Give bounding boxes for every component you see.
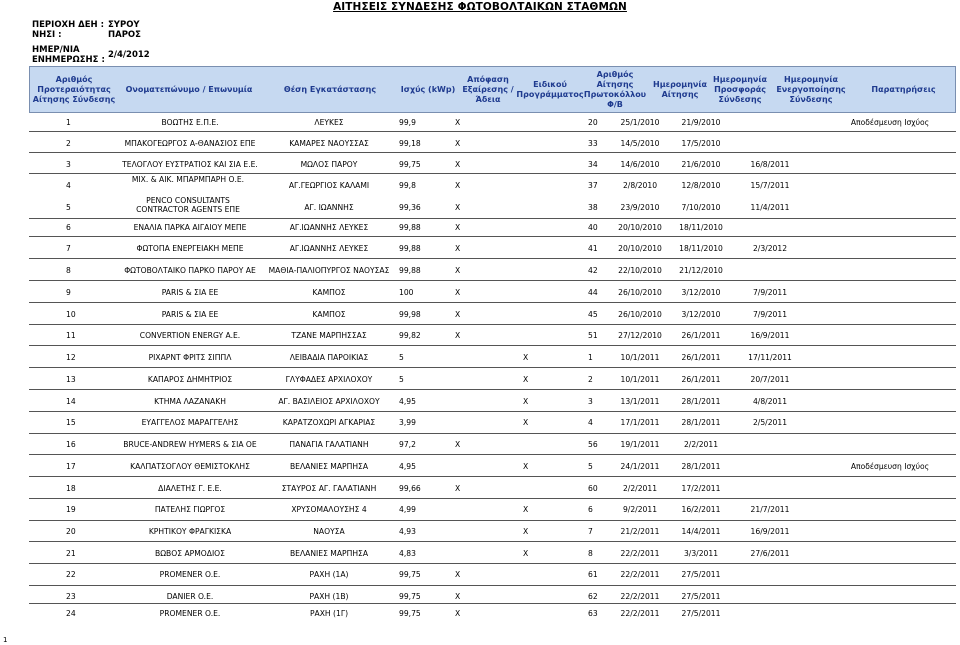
cell-power: 97,2: [399, 440, 416, 449]
cell-no: 18: [66, 484, 76, 493]
cell-app-date: 10/1/2011: [620, 353, 660, 362]
header-offer-date: Ημερομηνία Προσφοράς Σύνδεσης: [713, 74, 767, 104]
cell-act-date: 15/7/2011: [750, 181, 790, 190]
cell-site: ΣΤΑΥΡΟΣ ΑΓ. ΓΑΛΑΤΙΑΝΗ: [281, 484, 377, 493]
cell-power: 5: [399, 353, 404, 362]
table-header: [29, 66, 956, 113]
header-name: Ονοματεπώνυμο / Επωνυμία: [125, 84, 253, 94]
cell-site: ΒΕΛΑΝΙΕΣ ΜΑΡΠΗΣΑ: [289, 462, 369, 471]
cell-protocol: 3: [588, 397, 593, 406]
cell-offer-date: 28/1/2011: [681, 418, 721, 427]
cell-app-date: 10/1/2011: [620, 375, 660, 384]
cell-name: ΦΩΤΟΒΟΛΤΑΙΚΟ ΠΑΡΚΟ ΠΑΡΟΥ ΑΕ: [124, 266, 256, 275]
cell-power: 99,98: [399, 310, 421, 319]
cell-no: 9: [66, 288, 71, 297]
cell-protocol: 60: [588, 484, 598, 493]
cell-special: Χ: [523, 549, 529, 558]
cell-power: 4,83: [399, 549, 416, 558]
cell-notes: Αποδέσμευση Ισχύος: [850, 118, 930, 127]
cell-app-date: 23/9/2010: [620, 203, 660, 212]
cell-name: PROMENER O.E.: [159, 570, 221, 579]
cell-no: 22: [66, 570, 76, 579]
row-separator: [29, 302, 956, 303]
cell-app-date: 2/8/2010: [622, 181, 658, 190]
cell-power: 99,66: [399, 484, 421, 493]
cell-protocol: 6: [588, 505, 593, 514]
cell-no: 5: [66, 203, 71, 212]
cell-no: 13: [66, 375, 76, 384]
cell-protocol: 38: [588, 203, 598, 212]
cell-exemption: Χ: [455, 203, 461, 212]
cell-offer-date: 21/9/2010: [681, 118, 721, 127]
cell-offer-date: 16/2/2011: [681, 505, 721, 514]
cell-power: 3,99: [399, 418, 416, 427]
cell-protocol: 8: [588, 549, 593, 558]
cell-power: 99,9: [399, 118, 416, 127]
cell-power: 4,95: [399, 462, 416, 471]
cell-power: 5: [399, 375, 404, 384]
cell-app-date: 22/2/2011: [620, 549, 660, 558]
cell-site: ΜΩΛΟΣ ΠΑΡΟΥ: [300, 160, 358, 169]
row-separator: [29, 541, 956, 542]
cell-protocol: 62: [588, 592, 598, 601]
cell-name: ΜΠΑΚΟΓΕΩΡΓΟΣ Α-ΘΑΝΑΣΙΟΣ ΕΠΕ: [124, 139, 256, 148]
cell-special: Χ: [523, 418, 529, 427]
cell-site: ΑΓ.ΙΩΑΝΝΗΣ ΛΕΥΚΕΣ: [289, 223, 369, 232]
cell-app-date: 19/1/2011: [620, 440, 660, 449]
cell-act-date: 16/9/2011: [750, 527, 790, 536]
date-label-2: ΕΝΗΜΕΡΩΣΗΣ :: [32, 55, 105, 65]
update-date: 2/4/2012: [108, 50, 150, 60]
cell-act-date: 2/3/2012: [752, 244, 788, 253]
cell-name: ΕΝΑΛΙΑ ΠΑΡΚΑ ΑΙΓΑΙΟΥ ΜΕΠΕ: [133, 223, 247, 232]
cell-protocol: 2: [588, 375, 593, 384]
cell-offer-date: 27/5/2011: [681, 570, 721, 579]
cell-offer-date: 28/1/2011: [681, 462, 721, 471]
cell-exemption: Χ: [455, 244, 461, 253]
cell-site: ΚΑΜΠΟΣ: [312, 288, 346, 297]
cell-exemption: Χ: [455, 118, 461, 127]
cell-power: 4,95: [399, 397, 416, 406]
cell-app-date: 13/1/2011: [620, 397, 660, 406]
cell-app-date: 22/2/2011: [620, 609, 660, 618]
cell-exemption: Χ: [455, 310, 461, 319]
row-separator: [29, 152, 956, 153]
cell-name: ΚΡΗΤΙΚΟΥ ΦΡΑΓΚΙΣΚΑ: [148, 527, 232, 536]
header-power: Ισχύς (kWp): [400, 84, 456, 94]
cell-no: 17: [66, 462, 76, 471]
cell-no: 23: [66, 592, 76, 601]
cell-offer-date: 26/1/2011: [681, 331, 721, 340]
cell-name: PARIS & ΣΙΑ ΕΕ: [161, 310, 219, 319]
cell-app-date: 17/1/2011: [620, 418, 660, 427]
cell-power: 99,36: [399, 203, 421, 212]
cell-name: PROMENER O.E.: [159, 609, 221, 618]
cell-power: 99,75: [399, 160, 421, 169]
cell-no: 16: [66, 440, 76, 449]
cell-exemption: Χ: [455, 609, 461, 618]
cell-power: 99,18: [399, 139, 421, 148]
cell-site: ΛΕΙΒΑΔΙΑ ΠΑΡΟΙΚΙΑΣ: [289, 353, 369, 362]
cell-offer-date: 18/11/2010: [679, 244, 723, 253]
cell-protocol: 63: [588, 609, 598, 618]
row-separator: [29, 345, 956, 346]
cell-site: ΡΑΧΗ (1Γ): [309, 609, 349, 618]
cell-special: Χ: [523, 397, 529, 406]
cell-special: Χ: [523, 505, 529, 514]
cell-offer-date: 7/10/2010: [681, 203, 721, 212]
cell-no: 15: [66, 418, 76, 427]
cell-no: 7: [66, 244, 71, 253]
header-notes: Παρατηρήσεις: [871, 84, 936, 94]
cell-exemption: Χ: [455, 181, 461, 190]
cell-offer-date: 14/4/2011: [681, 527, 721, 536]
area-label: ΠΕΡΙΟΧΗ ΔΕΗ :: [32, 20, 105, 30]
cell-site: ΚΑΡΑΤΖΟΧΩΡΙ ΑΓΚΑΡΙΑΣ: [282, 418, 376, 427]
cell-exemption: Χ: [455, 223, 461, 232]
cell-act-date: 7/9/2011: [752, 310, 788, 319]
row-separator: [29, 324, 956, 325]
cell-protocol: 61: [588, 570, 598, 579]
cell-offer-date: 21/6/2010: [681, 160, 721, 169]
cell-site: ΡΑΧΗ (1Α): [309, 570, 349, 579]
cell-protocol: 7: [588, 527, 593, 536]
row-separator: [29, 389, 956, 390]
cell-power: 99,75: [399, 592, 421, 601]
cell-name: DANIER O.E.: [166, 592, 214, 601]
cell-site: ΧΡΥΣΟΜΑΛΟΥΣΗΣ 4: [291, 505, 367, 514]
cell-act-date: 21/7/2011: [750, 505, 790, 514]
cell-protocol: 33: [588, 139, 598, 148]
cell-site: ΚΑΜΠΟΣ: [312, 310, 346, 319]
cell-offer-date: 2/2/2011: [683, 440, 719, 449]
cell-name: ΚΤΗΜΑ ΛΑΖΑΝΑΚΗ: [154, 397, 226, 406]
cell-offer-date: 3/12/2010: [681, 288, 721, 297]
island-value: ΠΑΡΟΣ: [108, 30, 141, 40]
cell-name: ΠΑΤΕΛΗΣ ΓΙΩΡΓΟΣ: [154, 505, 226, 514]
cell-no: 12: [66, 353, 76, 362]
cell-special: Χ: [523, 353, 529, 362]
cell-no: 3: [66, 160, 71, 169]
cell-power: 99,8: [399, 181, 416, 190]
cell-act-date: 20/7/2011: [750, 375, 790, 384]
cell-app-date: 2/2/2011: [622, 484, 658, 493]
cell-app-date: 22/10/2010: [618, 266, 662, 275]
cell-offer-date: 26/1/2011: [681, 375, 721, 384]
cell-site: ΝΑΟΥΣΑ: [313, 527, 345, 536]
row-separator: [29, 173, 956, 174]
cell-app-date: 22/2/2011: [620, 592, 660, 601]
cell-app-date: 26/10/2010: [618, 288, 662, 297]
cell-offer-date: 3/3/2011: [683, 549, 719, 558]
cell-app-date: 24/1/2011: [620, 462, 660, 471]
cell-offer-date: 27/5/2011: [681, 609, 721, 618]
cell-site: ΜΑΘΙΑ-ΠΑΛΙΟΠΥΡΓΟΣ ΝΑΟΥΣΑΣ: [268, 266, 390, 275]
row-separator: [29, 476, 956, 477]
cell-protocol: 40: [588, 223, 598, 232]
cell-name: ΒΟΩΤΗΣ Ε.Π.Ε.: [161, 118, 219, 127]
cell-no: 20: [66, 527, 76, 536]
cell-app-date: 14/6/2010: [620, 160, 660, 169]
cell-site: ΑΓ. ΙΩΑΝΝΗΣ: [304, 203, 354, 212]
cell-name: ΔΙΑΛΕΤΗΣ Γ. Ε.Ε.: [158, 484, 222, 493]
cell-protocol: 41: [588, 244, 598, 253]
cell-exemption: Χ: [455, 440, 461, 449]
cell-protocol: 4: [588, 418, 593, 427]
cell-no: 21: [66, 549, 76, 558]
cell-no: 14: [66, 397, 76, 406]
cell-offer-date: 12/8/2010: [681, 181, 721, 190]
cell-power: 99,88: [399, 223, 421, 232]
area-value: ΣΥΡΟΥ: [108, 20, 140, 30]
header-app-date: Ημερομηνία Αίτησης: [653, 79, 707, 99]
cell-app-date: 14/5/2010: [620, 139, 660, 148]
cell-offer-date: 17/5/2010: [681, 139, 721, 148]
header-priority: Αριθμός Προτεραιότητας Αίτησης Σύνδεσης: [32, 74, 116, 104]
cell-app-date: 20/10/2010: [618, 244, 662, 253]
cell-app-date: 27/12/2010: [618, 331, 662, 340]
cell-offer-date: 21/12/2010: [679, 266, 723, 275]
island-label: ΝΗΣΙ :: [32, 30, 62, 40]
row-separator: [29, 585, 956, 586]
cell-act-date: 7/9/2011: [752, 288, 788, 297]
cell-app-date: 9/2/2011: [622, 505, 658, 514]
cell-site: ΓΛΥΦΑΔΕΣ ΑΡΧΙΛΟΧΟΥ: [285, 375, 373, 384]
cell-site: ΚΑΜΑΡΕΣ ΝΑΟΥΣΣΑΣ: [289, 139, 369, 148]
date-label-1: ΗΜΕΡ/ΝΙΑ: [32, 45, 80, 55]
cell-name: ΚΑΛΠΑΤΣΟΓΛΟΥ ΘΕΜΙΣΤΟΚΛΗΣ: [130, 462, 250, 471]
cell-power: 99,75: [399, 570, 421, 579]
header-activation-date: Ημερομηνία Ενεργοποίησης Σύνδεσης: [776, 74, 846, 104]
cell-no: 2: [66, 139, 71, 148]
cell-exemption: Χ: [455, 160, 461, 169]
cell-offer-date: 17/2/2011: [681, 484, 721, 493]
cell-site: ΑΓ.ΙΩΑΝΝΗΣ ΛΕΥΚΕΣ: [289, 244, 369, 253]
cell-name: ΒΩΒΟΣ ΑΡΜΟΔΙΟΣ: [155, 549, 225, 558]
cell-site: ΒΕΛΑΝΙΕΣ ΜΑΡΠΗΣΑ: [289, 549, 369, 558]
cell-site: ΑΓ.ΓΕΩΡΓΙΟΣ ΚΑΛΑΜΙ: [288, 181, 370, 190]
cell-exemption: Χ: [455, 288, 461, 297]
header-site: Θέση Εγκατάστασης: [283, 84, 377, 94]
cell-protocol: 20: [588, 118, 598, 127]
cell-power: 99,82: [399, 331, 421, 340]
cell-protocol: 56: [588, 440, 598, 449]
cell-app-date: 20/10/2010: [618, 223, 662, 232]
cell-no: 24: [66, 609, 76, 618]
cell-no: 6: [66, 223, 71, 232]
cell-exemption: Χ: [455, 266, 461, 275]
cell-name: PENCO CONSULTANTS CONTRACTOR AGENTS ΕΠΕ: [136, 196, 240, 214]
cell-protocol: 5: [588, 462, 593, 471]
cell-offer-date: 27/5/2011: [681, 592, 721, 601]
row-separator: [29, 236, 956, 237]
cell-no: 19: [66, 505, 76, 514]
cell-name: ΡΙΧΑΡΝΤ ΦΡΙΤΣ ΣΙΠΠΛ: [148, 353, 232, 362]
cell-protocol: 1: [588, 353, 593, 362]
row-separator: [29, 258, 956, 259]
cell-act-date: 16/8/2011: [750, 160, 790, 169]
cell-site: ΑΓ. ΒΑΣΙΛΕΙΟΣ ΑΡΧΙΛΟΧΟΥ: [278, 397, 380, 406]
row-separator: [29, 454, 956, 455]
cell-power: 4,93: [399, 527, 416, 536]
cell-act-date: 4/8/2011: [752, 397, 788, 406]
row-separator: [29, 280, 956, 281]
cell-act-date: 16/9/2011: [750, 331, 790, 340]
page-title: ΑΙΤΗΣΕΙΣ ΣΥΝΔΕΣΗΣ ΦΩΤΟΒΟΛΤΑΙΚΩΝ ΣΤΑΘΜΩΝ: [333, 1, 627, 13]
cell-protocol: 34: [588, 160, 598, 169]
cell-exemption: Χ: [455, 139, 461, 148]
row-separator: [29, 218, 956, 219]
row-separator: [29, 498, 956, 499]
row-separator: [29, 131, 956, 132]
row-separator: [29, 411, 956, 412]
cell-no: 11: [66, 331, 76, 340]
cell-exemption: Χ: [455, 592, 461, 601]
cell-app-date: 21/2/2011: [620, 527, 660, 536]
cell-no: 1: [66, 118, 71, 127]
cell-no: 10: [66, 310, 76, 319]
cell-protocol: 37: [588, 181, 598, 190]
cell-act-date: 17/11/2011: [748, 353, 792, 362]
cell-name: CONVERTION ENERGY A.E.: [139, 331, 241, 340]
cell-site: ΡΑΧΗ (1Β): [309, 592, 349, 601]
cell-offer-date: 28/1/2011: [681, 397, 721, 406]
cell-name: ΚΑΠΑΡΟΣ ΔΗΜΗΤΡΙΟΣ: [147, 375, 233, 384]
cell-protocol: 51: [588, 331, 598, 340]
cell-special: Χ: [523, 527, 529, 536]
cell-power: 99,88: [399, 266, 421, 275]
cell-name: BRUCE-ANDREW HYMERS & ΣΙΑ ΟΕ: [123, 440, 257, 449]
cell-power: 4,99: [399, 505, 416, 514]
cell-app-date: 26/10/2010: [618, 310, 662, 319]
cell-offer-date: 18/11/2010: [679, 223, 723, 232]
cell-act-date: 2/5/2011: [752, 418, 788, 427]
cell-act-date: 27/6/2011: [750, 549, 790, 558]
cell-site: ΠΑΝΑΓΙΑ ΓΑΛΑΤΙΑΝΗ: [289, 440, 369, 449]
cell-special: Χ: [523, 462, 529, 471]
cell-special: Χ: [523, 375, 529, 384]
cell-exemption: Χ: [455, 484, 461, 493]
cell-power: 99,88: [399, 244, 421, 253]
row-separator: [29, 563, 956, 564]
header-exemption: Απόφαση Εξαίρεσης / Άδεια: [462, 74, 514, 104]
page-number: 1: [3, 636, 8, 644]
row-separator: [29, 603, 956, 604]
cell-power: 99,75: [399, 609, 421, 618]
row-separator: [29, 433, 956, 434]
cell-name: ΦΩΤΟΠΑ ΕΝΕΡΓΕΙΑΚΗ ΜΕΠΕ: [136, 244, 244, 253]
row-separator: [29, 520, 956, 521]
header-protocol: Αριθμός Αίτησης Πρωτοκόλλου Φ/Β: [583, 69, 647, 109]
cell-power: 100: [399, 288, 414, 297]
row-separator: [29, 367, 956, 368]
cell-act-date: 11/4/2011: [750, 203, 790, 212]
cell-notes: Αποδέσμευση Ισχύος: [850, 462, 930, 471]
header-special: Ειδικού Προγράμματος: [516, 79, 584, 99]
cell-offer-date: 3/12/2010: [681, 310, 721, 319]
cell-no: 4: [66, 181, 71, 190]
cell-name: ΜΙΧ. & ΑΙΚ. ΜΠΑΡΜΠΑΡΗ Ο.Ε.: [131, 175, 245, 184]
cell-name: PARIS & ΣΙΑ ΕΕ: [161, 288, 219, 297]
cell-app-date: 25/1/2010: [620, 118, 660, 127]
cell-site: ΛΕΥΚΕΣ: [314, 118, 344, 127]
cell-name: ΤΕΛΟΓΛΟΥ ΕΥΣΤΡΑΤΙΟΣ ΚΑΙ ΣΙΑ Ε.Ε.: [122, 160, 258, 169]
cell-site: ΤΖΑΝΕ ΜΑΡΠΗΣΣΑΣ: [291, 331, 367, 340]
cell-no: 8: [66, 266, 71, 275]
cell-exemption: Χ: [455, 331, 461, 340]
cell-protocol: 45: [588, 310, 598, 319]
cell-protocol: 42: [588, 266, 598, 275]
cell-protocol: 44: [588, 288, 598, 297]
cell-name: ΕΥΑΓΓΕΛΟΣ ΜΑΡΑΓΓΕΛΗΣ: [141, 418, 239, 427]
cell-offer-date: 26/1/2011: [681, 353, 721, 362]
cell-app-date: 22/2/2011: [620, 570, 660, 579]
cell-exemption: Χ: [455, 570, 461, 579]
